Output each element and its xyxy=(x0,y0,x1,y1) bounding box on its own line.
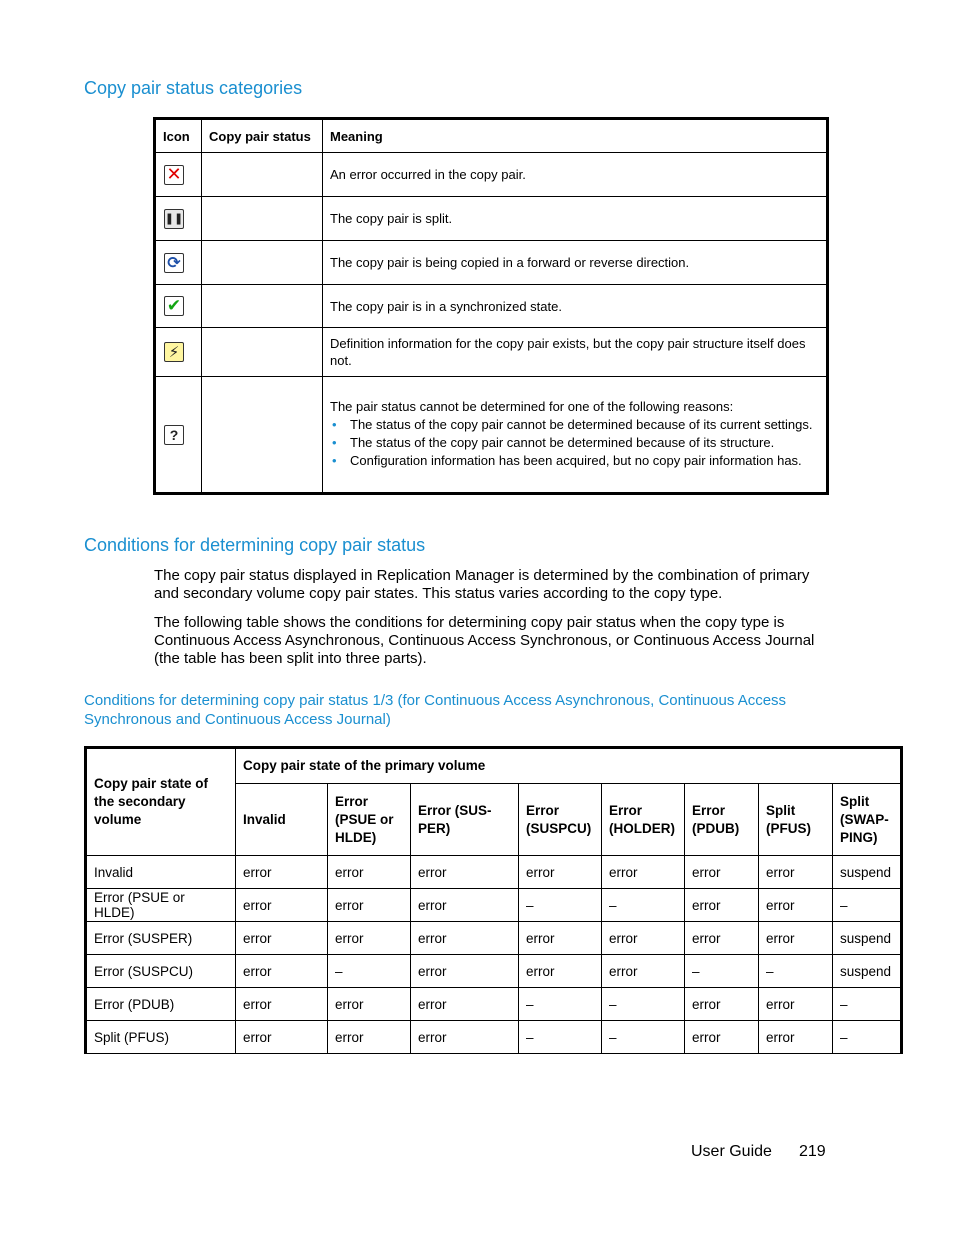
table-row xyxy=(86,988,902,1021)
table-cell: – xyxy=(833,1021,902,1054)
table-cell: error xyxy=(759,1021,833,1054)
table-cell: error xyxy=(236,889,328,922)
status-categories-table xyxy=(153,117,829,495)
table-cell: error xyxy=(759,922,833,955)
meaning-cell: The copy pair is in a synchronized state. xyxy=(323,285,828,328)
status-cell xyxy=(202,328,323,377)
table-cell: suspend xyxy=(833,856,902,889)
table-cell: error xyxy=(685,856,759,889)
table-cell: – xyxy=(519,889,602,922)
table-cell: error xyxy=(328,889,411,922)
table-cell: error xyxy=(328,856,411,889)
table-cell: – xyxy=(759,955,833,988)
column-header: Invalid xyxy=(236,784,328,856)
reasons-list xyxy=(330,417,819,468)
table-cell: error xyxy=(411,988,519,1021)
table-cell: error xyxy=(685,988,759,1021)
table-cell: – xyxy=(328,955,411,988)
footer-guide-title: User Guide xyxy=(691,1143,772,1160)
table-header-row xyxy=(86,748,902,784)
row-label: Error (SUSPCU) xyxy=(86,955,236,988)
definition-only-icon: ⚡ xyxy=(164,342,184,362)
table-row xyxy=(86,1021,902,1054)
meaning-intro: The pair status cannot be determined for one of the following reasons: xyxy=(330,398,734,414)
table-cell: error xyxy=(411,889,519,922)
meaning-cell xyxy=(323,377,828,494)
table-cell: suspend xyxy=(833,922,902,955)
meaning-cell: Definition information for the copy pair exists, but the copy pair structure itself does not. xyxy=(323,328,828,377)
paragraph-table-description: The following table shows the conditions for determining copy pair status when the copy type is Continuous Access Asynchronous, Continuous Access Synchronous, or Continuous Access Journal (the table has been split into three parts). xyxy=(154,614,815,667)
table-row xyxy=(86,856,902,889)
column-header: Split (PFUS) xyxy=(759,784,833,856)
table-caption: Conditions for determining copy pair status 1/3 (for Continuous Access Asynchronous, Continuous Access Synchronous and Continuous Access Journal) xyxy=(84,692,787,728)
meaning-cell: An error occurred in the copy pair. xyxy=(323,153,828,197)
refresh-copy-icon: ⟳ xyxy=(164,253,184,273)
table-cell: – xyxy=(602,1021,685,1054)
header-copy-pair-status: Copy pair status xyxy=(202,119,323,153)
table-cell: – xyxy=(602,889,685,922)
column-header: Error (SUS-PER) xyxy=(411,784,519,856)
table-cell: error xyxy=(519,922,602,955)
question-mark-icon: ? xyxy=(164,425,184,445)
row-label: Error (PSUE or HLDE) xyxy=(86,889,236,922)
table-cell: – xyxy=(685,955,759,988)
table-cell: error xyxy=(411,1021,519,1054)
table-cell: – xyxy=(519,1021,602,1054)
status-cell xyxy=(202,377,323,494)
section-heading-conditions: Conditions for determining copy pair status xyxy=(84,535,426,555)
table-row xyxy=(155,197,828,241)
list-item: • Configuration information has been acquired, but no copy pair information has. xyxy=(350,453,819,468)
table-cell: error xyxy=(519,856,602,889)
table-cell: error xyxy=(759,856,833,889)
list-item: • The status of the copy pair cannot be determined because of its structure. xyxy=(350,435,819,450)
table-cell: error xyxy=(685,922,759,955)
table-cell: error xyxy=(602,856,685,889)
row-label: Invalid xyxy=(86,856,236,889)
table-cell: – xyxy=(833,988,902,1021)
status-cell xyxy=(202,197,323,241)
table-row xyxy=(86,955,902,988)
primary-volume-header: Copy pair state of the primary volume xyxy=(236,748,902,784)
table-cell: error xyxy=(602,922,685,955)
check-sync-icon: ✔ xyxy=(164,296,184,316)
table-header-row xyxy=(155,119,828,153)
corner-header: Copy pair state of the secondary volume xyxy=(86,748,236,856)
table-cell: – xyxy=(833,889,902,922)
table-cell: error xyxy=(685,889,759,922)
row-label: Error (SUSPER) xyxy=(86,922,236,955)
table-cell: error xyxy=(236,856,328,889)
table-cell: error xyxy=(236,922,328,955)
row-label: Error (PDUB) xyxy=(86,988,236,1021)
table-cell: error xyxy=(759,988,833,1021)
table-row xyxy=(86,889,902,922)
pause-split-icon: ❚❚ xyxy=(164,209,184,229)
row-label: Split (PFUS) xyxy=(86,1021,236,1054)
list-item: • The status of the copy pair cannot be determined because of its current settings. xyxy=(350,417,819,432)
status-cell xyxy=(202,241,323,285)
table-cell: error xyxy=(411,955,519,988)
meaning-cell: The copy pair is split. xyxy=(323,197,828,241)
table-cell: error xyxy=(236,955,328,988)
table-cell: error xyxy=(236,1021,328,1054)
error-x-icon: ✕ xyxy=(164,165,184,185)
table-cell: error xyxy=(685,1021,759,1054)
table-cell: error xyxy=(602,955,685,988)
table-row xyxy=(86,922,902,955)
status-cell xyxy=(202,285,323,328)
table-cell: error xyxy=(411,856,519,889)
table-cell: – xyxy=(519,988,602,1021)
header-icon: Icon xyxy=(155,119,202,153)
column-header: Error (PDUB) xyxy=(685,784,759,856)
table-cell: suspend xyxy=(833,955,902,988)
status-cell xyxy=(202,153,323,197)
column-header: Error (SUSPCU) xyxy=(519,784,602,856)
table-cell: error xyxy=(328,988,411,1021)
table-cell: error xyxy=(759,889,833,922)
table-row xyxy=(155,241,828,285)
table-row xyxy=(155,153,828,197)
column-header: Error (PSUE or HLDE) xyxy=(328,784,411,856)
table-cell: error xyxy=(328,1021,411,1054)
table-cell: error xyxy=(328,922,411,955)
table-row xyxy=(155,285,828,328)
section-heading-categories: Copy pair status categories xyxy=(84,78,303,98)
table-cell: error xyxy=(236,988,328,1021)
column-header: Split (SWAP-PING) xyxy=(833,784,902,856)
condition-table xyxy=(84,746,903,1054)
table-row xyxy=(155,328,828,377)
table-cell: error xyxy=(519,955,602,988)
column-header: Error (HOLDER) xyxy=(602,784,685,856)
table-row xyxy=(155,377,828,494)
header-meaning: Meaning xyxy=(323,119,828,153)
table-cell: error xyxy=(411,922,519,955)
paragraph-intro: The copy pair status displayed in Replication Manager is determined by the combination of primary and secondary volume copy pair states. This status varies according to the copy type. xyxy=(154,567,810,602)
table-cell: – xyxy=(602,988,685,1021)
meaning-cell: The copy pair is being copied in a forward or reverse direction. xyxy=(323,241,828,285)
footer-page-number: 219 xyxy=(799,1143,826,1160)
condition-table-body xyxy=(86,856,902,1054)
